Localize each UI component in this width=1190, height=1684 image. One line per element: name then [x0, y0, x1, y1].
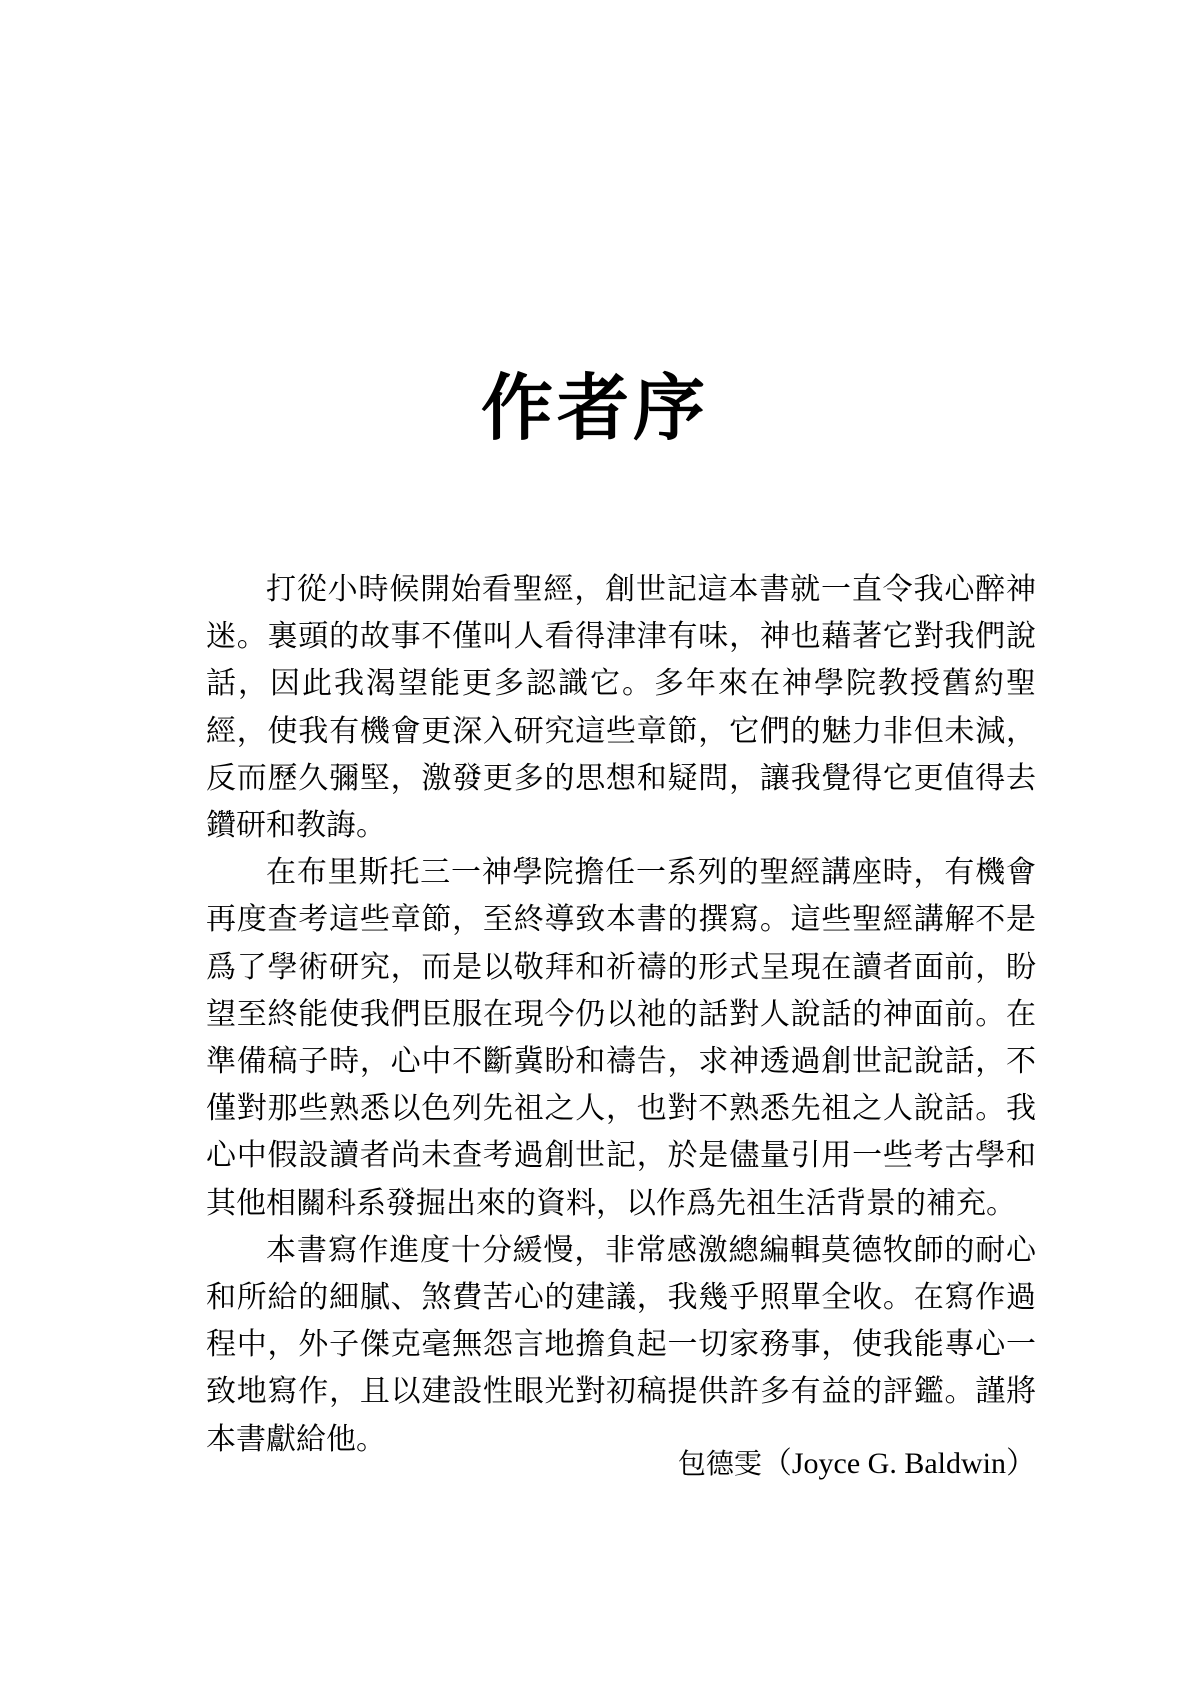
paragraph-2: 在布里斯托三一神學院擔任一系列的聖經講座時，有機會再度查考這些章節，至終導致本書的撰寫。這些聖經講解不是爲了學術研究，而是以敬拜和祈禱的形式呈現在讀者面前，盼望至終能使我們臣服在現今仍以祂的話對人說話的神面前。在準備稿子時，心中不斷冀盼和禱告，求神透過創世記說話，不僅對那些熟悉以色列先祖之人，也對不熟悉先祖之人說話。我心中假設讀者尚未查考過創世記，於是儘量引用一些考古學和其他相關科系發掘出來的資料，以作爲先祖生活背景的補充。	[206, 855, 1036, 1221]
preface-body	[206, 566, 1036, 1463]
author-signature	[678, 1449, 1036, 1479]
paragraph-3: 本書寫作進度十分緩慢，非常感激總編輯莫德牧師的耐心和所給的細膩、煞費苦心的建議，我幾乎照單全收。在寫作過程中，外子傑克毫無怨言地擔負起一切家務事，使我能專心一致地寫作，且以建設性眼光對初稿提供許多有益的評鑑。謹將本書獻給他。	[206, 1232, 1036, 1457]
paragraph-1: 打從小時候開始看聖經，創世記這本書就一直令我心醉神迷。裏頭的故事不僅叫人看得津津有味，神也藉著它對我們說話，因此我渴望能更多認識它。多年來在神學院教授舊約聖經，使我有機會更深入研究這些章節，它們的魅力非但未減，反而歷久彌堅，激發更多的思想和疑問，讓我覺得它更值得去鑽研和教誨。	[206, 572, 1036, 844]
author-latin-name: （Joyce G. Baldwin）	[761, 1447, 1036, 1480]
author-chinese-name: 包德雯	[677, 1447, 762, 1480]
page-title: 作者序	[480, 366, 709, 450]
